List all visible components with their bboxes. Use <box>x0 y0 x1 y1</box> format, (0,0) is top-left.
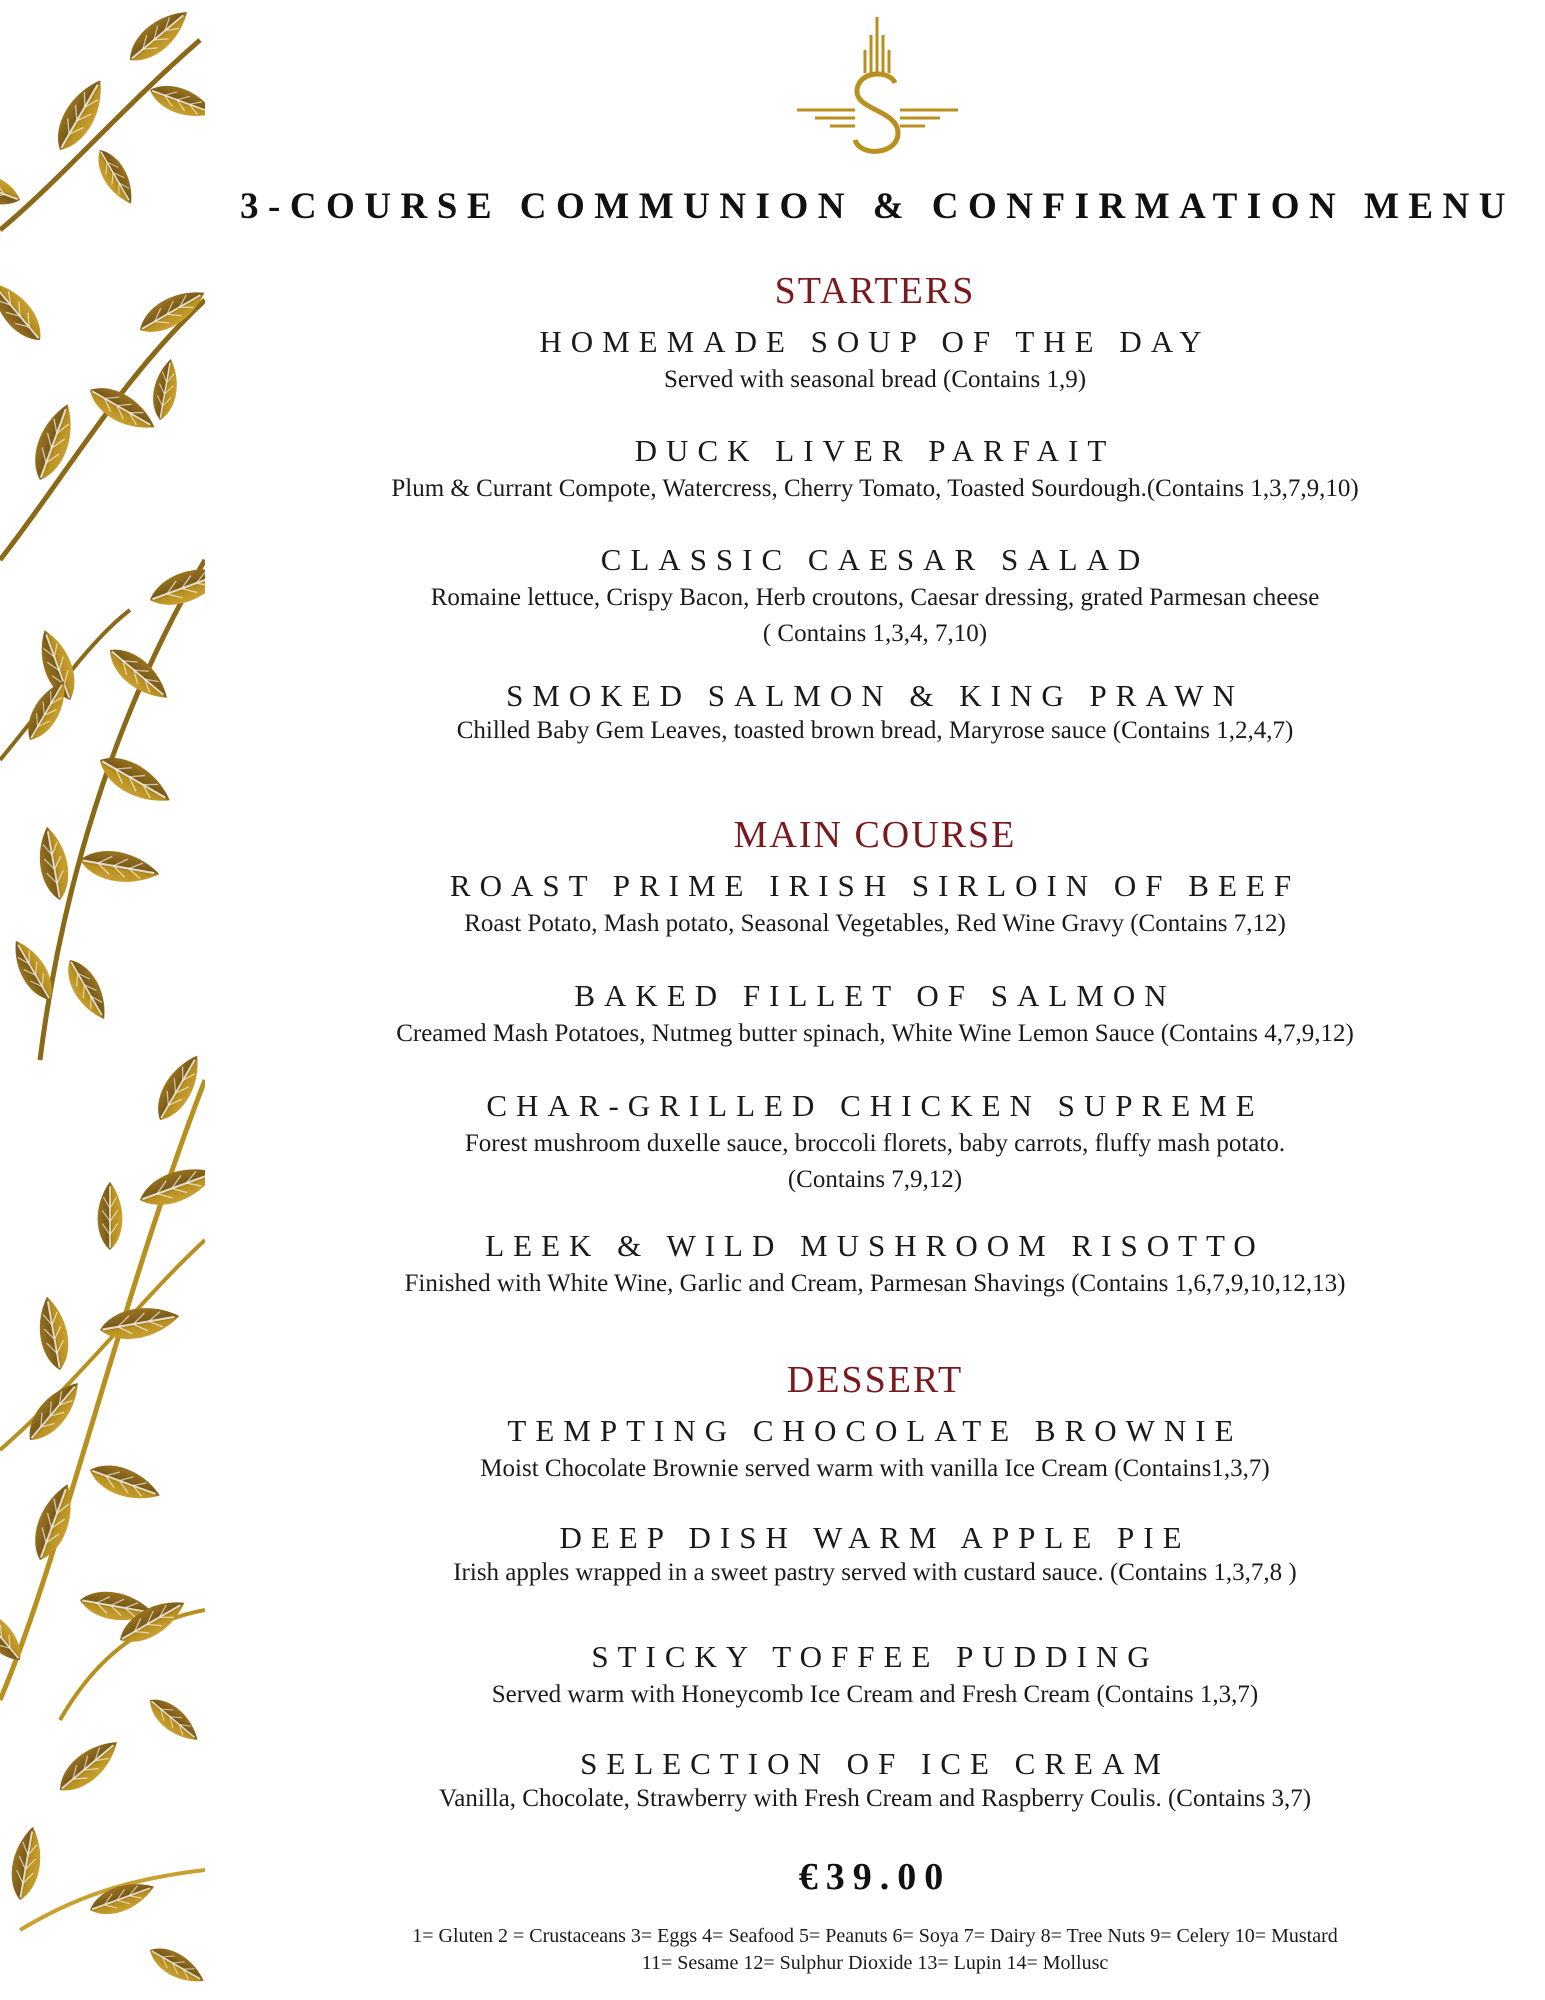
item-name: ROAST PRIME IRISH SIRLOIN OF BEEF <box>449 868 1301 903</box>
item-description: Vanilla, Chocolate, Strawberry with Fresh Cream and Raspberry Coulis. (Contains 3,7) <box>438 1785 1312 1812</box>
menu-item <box>240 1411 1510 1487</box>
menu-item <box>240 1637 1510 1713</box>
menu-item <box>240 1086 1510 1198</box>
item-name: CLASSIC CAESAR SALAD <box>600 542 1150 577</box>
allergen-line: 11= Sesame 12= Sulphur Dioxide 13= Lupin 14= Mollusc <box>641 1952 1109 1974</box>
menu-price: €39.00 <box>798 1856 952 1898</box>
allergen-line: 1= Gluten 2 = Crustaceans 3= Eggs 4= Seafood 5= Peanuts 6= Soya 7= Dairy 8= Tree Nuts 9= Celery 10= Mustard <box>412 1925 1338 1947</box>
item-description: Finished with White Wine, Garlic and Cream, Parmesan Shavings (Contains 1,6,7,9,10,12,13) <box>404 1270 1346 1297</box>
item-description: Irish apples wrapped in a sweet pastry served with custard sauce. (Contains 1,3,7,8 ) <box>453 1559 1297 1586</box>
menu-item <box>240 679 1510 749</box>
item-description: Served warm with Honeycomb Ice Cream and Fresh Cream (Contains 1,3,7) <box>491 1681 1259 1708</box>
item-name: SELECTION OF ICE CREAM <box>580 1746 1170 1781</box>
item-description: Creamed Mash Potatoes, Nutmeg butter spinach, White Wine Lemon Sauce (Contains 4,7,9,12) <box>396 1020 1354 1047</box>
section-title: MAIN COURSE <box>733 814 1017 856</box>
item-description: (Contains 7,9,12) <box>787 1166 963 1193</box>
item-description: ( Contains 1,3,4, 7,10) <box>762 620 988 647</box>
menu-item <box>240 1521 1510 1591</box>
section-title: STARTERS <box>774 270 976 312</box>
item-description: Forest mushroom duxelle sauce, broccoli florets, baby carrots, fluffy mash potato. <box>464 1130 1286 1157</box>
menu-item <box>240 866 1510 942</box>
item-description: Chilled Baby Gem Leaves, toasted brown bread, Maryrose sauce (Contains 1,2,4,7) <box>456 717 1294 744</box>
item-name: CHAR-GRILLED CHICKEN SUPREME <box>486 1088 1264 1123</box>
item-name: DUCK LIVER PARFAIT <box>634 433 1116 468</box>
menu-item <box>240 1226 1510 1302</box>
item-name: TEMPTING CHOCOLATE BROWNIE <box>507 1413 1243 1448</box>
allergen-legend <box>240 1923 1510 1977</box>
gold-leaf-border <box>0 0 205 2000</box>
section-starters <box>240 268 1510 749</box>
item-name: BAKED FILLET OF SALMON <box>574 978 1176 1013</box>
menu-item <box>240 1747 1510 1817</box>
item-description: Moist Chocolate Brownie served warm with vanilla Ice Cream (Contains1,3,7) <box>480 1455 1270 1482</box>
item-description: Roast Potato, Mash potato, Seasonal Vegetables, Red Wine Gravy (Contains 7,12) <box>464 910 1286 937</box>
section-main-course <box>240 812 1510 1302</box>
menu-item <box>240 431 1510 507</box>
menu-title: 3-COURSE COMMUNION & CONFIRMATION MENU <box>240 186 1515 227</box>
item-name: STICKY TOFFEE PUDDING <box>591 1639 1159 1674</box>
item-name: DEEP DISH WARM APPLE PIE <box>559 1520 1191 1555</box>
gold-s-monogram-icon <box>795 15 960 165</box>
section-title: DESSERT <box>786 1359 964 1401</box>
menu-item <box>240 976 1510 1052</box>
item-description: Plum & Currant Compote, Watercress, Cherry Tomato, Toasted Sourdough.(Contains 1,3,7,9,10) <box>391 475 1359 502</box>
section-dessert <box>240 1357 1510 1817</box>
menu-item <box>240 322 1510 398</box>
item-name: LEEK & WILD MUSHROOM RISOTTO <box>485 1228 1265 1263</box>
item-description: Served with seasonal bread (Contains 1,9) <box>663 366 1087 393</box>
item-name: SMOKED SALMON & KING PRAWN <box>506 678 1244 713</box>
item-name: HOMEMADE SOUP OF THE DAY <box>539 324 1211 359</box>
item-description: Romaine lettuce, Crispy Bacon, Herb croutons, Caesar dressing, grated Parmesan cheese <box>430 584 1320 611</box>
menu-item <box>240 540 1510 652</box>
